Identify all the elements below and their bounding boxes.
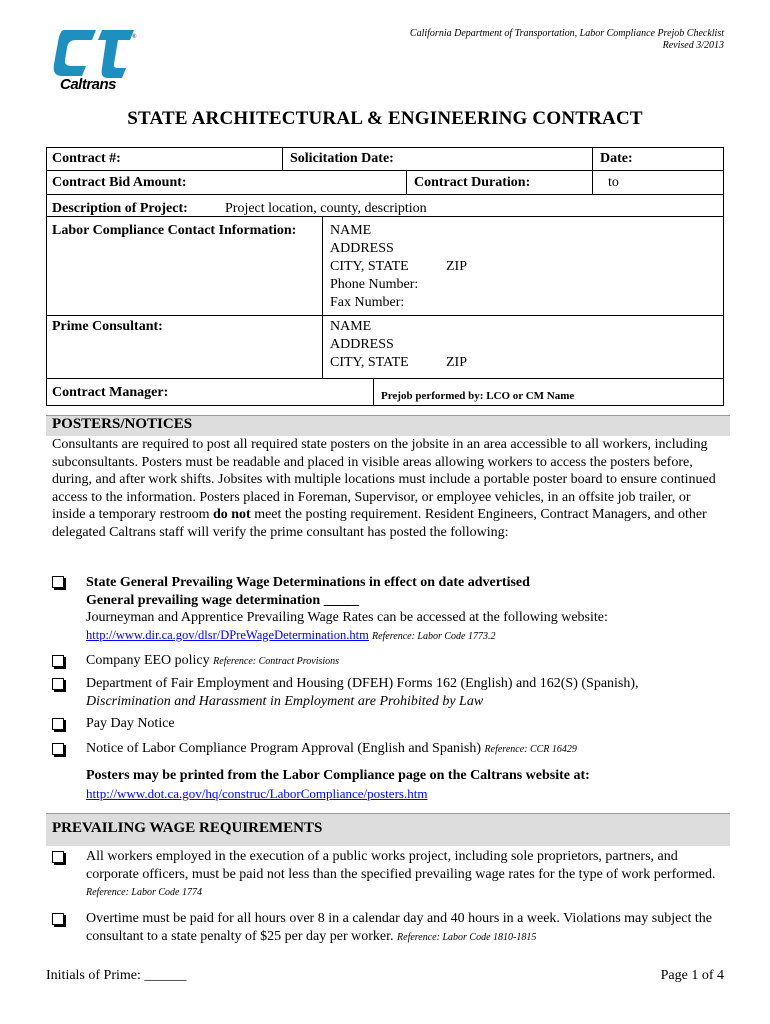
reference-labor-code-1774: Reference: Labor Code 1774 bbox=[86, 887, 202, 899]
poster-item-eeo bbox=[86, 652, 736, 671]
checkbox-prevailing-wage-poster[interactable] bbox=[52, 576, 64, 588]
poster-item-text: Journeyman and Apprentice Prevailing Wage Rates can be accessed at the following website: bbox=[86, 610, 608, 626]
wage-rates-text: All workers employed in the execution of a public works project, including sole proprietors, partners, and corporate officers, must be paid not less than the specified prevailing wage rates for the type of work performed. bbox=[86, 849, 716, 882]
reference-labor-code-1773: Reference: Labor Code 1773.2 bbox=[371, 630, 496, 642]
lc-phone: Phone Number: bbox=[330, 277, 419, 292]
posters-intro-text: Consultants are required to post all required state posters on the jobsite in an area accessible to all workers, including subconsultants. Posters must be readable and placed in visible areas allowing workers to access the posters before, during, and after work shifts. Jobsites with multiple locations must include a portable poster board to ensure continued access to the information. Posters placed in Foreman, Supervisor, or employee vehicles, in an offsite job trailer, or inside a temporary restroom bbox=[52, 437, 716, 523]
contract-number-label: Contract #: bbox=[52, 151, 121, 166]
poster-item-title: State General Prevailing Wage Determinations in effect on date advertised bbox=[86, 575, 530, 590]
reference-contract-provisions: Reference: Contract Provisions bbox=[213, 656, 340, 667]
row-divider bbox=[46, 378, 724, 379]
lc-city-state: CITY, STATE bbox=[330, 259, 409, 274]
dfeh-text: Department of Fair Employment and Housing (DFEH) Forms 162 (English) and 162(S) (Spanish), bbox=[86, 676, 639, 691]
posters-intro-text-2: meet the posting requirement. Resident Engineers, Contract Managers, and other delegated Caltrans staff will verify the prime consultant has posted the following: bbox=[52, 507, 707, 540]
checkbox-dfeh-forms[interactable] bbox=[52, 678, 64, 690]
contract-manager-label: Contract Manager: bbox=[52, 385, 169, 400]
initials-of-prime: Initials of Prime: ______ bbox=[46, 968, 187, 983]
header-line-1: California Department of Transportation, Labor Compliance Prejob Checklist bbox=[409, 28, 724, 39]
row-divider bbox=[46, 170, 724, 171]
lc-zip: ZIP bbox=[446, 259, 467, 274]
prejob-performed-by: Prejob performed by: LCO or CM Name bbox=[381, 390, 575, 402]
prime-city-state: CITY, STATE bbox=[330, 355, 409, 370]
prime-name: NAME bbox=[330, 319, 372, 334]
wages-heading: PREVAILING WAGE REQUIREMENTS bbox=[52, 820, 323, 836]
col-divider bbox=[282, 147, 283, 170]
lcp-text: Notice of Labor Compliance Program Approval (English and Spanish) bbox=[86, 741, 482, 756]
checkbox-pay-day-notice[interactable] bbox=[52, 718, 64, 730]
caltrans-posters-link[interactable]: http://www.dot.ca.gov/hq/construc/LaborCompliance/posters.htm bbox=[86, 786, 428, 801]
duration-to-text: to bbox=[608, 175, 619, 190]
col-divider bbox=[322, 216, 323, 378]
solicitation-date-label: Solicitation Date: bbox=[290, 151, 394, 166]
poster-item-prevailing-wage bbox=[86, 574, 736, 645]
lc-fax: Fax Number: bbox=[330, 295, 405, 310]
poster-item-pay-day: Pay Day Notice bbox=[86, 716, 175, 731]
dfeh-italic-title: Discrimination and Harassment in Employment are Prohibited by Law bbox=[86, 693, 484, 709]
checkbox-eeo-policy[interactable] bbox=[52, 655, 64, 667]
page-number: Page 1 of 4 bbox=[660, 968, 724, 983]
wage-item-overtime bbox=[86, 910, 726, 946]
row-divider bbox=[46, 315, 724, 316]
checkbox-overtime[interactable] bbox=[52, 913, 64, 925]
posters-heading: POSTERS/NOTICES bbox=[52, 416, 193, 432]
posters-print-note: Posters may be printed from the Labor Compliance page on the Caltrans website at: bbox=[86, 768, 590, 783]
document-header bbox=[410, 28, 724, 52]
posters-intro bbox=[52, 436, 722, 542]
checkbox-prevailing-wage-rates[interactable] bbox=[52, 851, 64, 863]
prime-zip: ZIP bbox=[446, 355, 467, 370]
lc-name: NAME bbox=[330, 223, 372, 238]
overtime-text: Overtime must be paid for all hours over 8 in a calendar day and 40 hours in a week. Violations may subject the consultant to a state penalty of $25 per day per worker. bbox=[86, 911, 713, 944]
description-label: Description of Project: bbox=[52, 201, 188, 216]
wage-item-rates bbox=[86, 848, 726, 902]
description-value: Project location, county, description bbox=[225, 201, 427, 216]
page-title: STATE ARCHITECTURAL & ENGINEERING CONTRACT bbox=[127, 108, 643, 129]
poster-item-subtitle: General prevailing wage determination _____ bbox=[86, 592, 359, 608]
checkbox-lcp-approval[interactable] bbox=[52, 743, 64, 755]
col-divider bbox=[373, 378, 374, 406]
dir-wage-link[interactable]: http://www.dir.ca.gov/dlsr/DPreWageDetermination.htm bbox=[86, 627, 369, 642]
posters-intro-bold: do not bbox=[212, 507, 251, 523]
svg-text:®: ® bbox=[132, 34, 137, 40]
lc-contact-label: Labor Compliance Contact Information: bbox=[52, 223, 297, 238]
date-label: Date: bbox=[600, 151, 633, 166]
poster-item-lcp-approval bbox=[86, 740, 736, 759]
prime-address: ADDRESS bbox=[330, 337, 394, 352]
poster-item-dfeh bbox=[86, 675, 736, 710]
contract-bid-amount-label: Contract Bid Amount: bbox=[52, 175, 187, 190]
col-divider bbox=[592, 147, 593, 194]
header-line-2: Revised 3/2013 bbox=[662, 40, 724, 51]
caltrans-logo bbox=[52, 26, 142, 98]
logo-wordmark: Caltrans bbox=[60, 76, 117, 93]
reference-ccr-16429: Reference: CCR 16429 bbox=[484, 744, 577, 755]
col-divider bbox=[406, 170, 407, 194]
row-divider bbox=[46, 194, 724, 195]
eeo-text: Company EEO policy bbox=[86, 653, 210, 668]
reference-labor-code-1810: Reference: Labor Code 1810-1815 bbox=[397, 931, 537, 943]
lc-address: ADDRESS bbox=[330, 241, 394, 256]
prime-consultant-label: Prime Consultant: bbox=[52, 319, 163, 334]
contract-duration-label: Contract Duration: bbox=[414, 175, 531, 190]
